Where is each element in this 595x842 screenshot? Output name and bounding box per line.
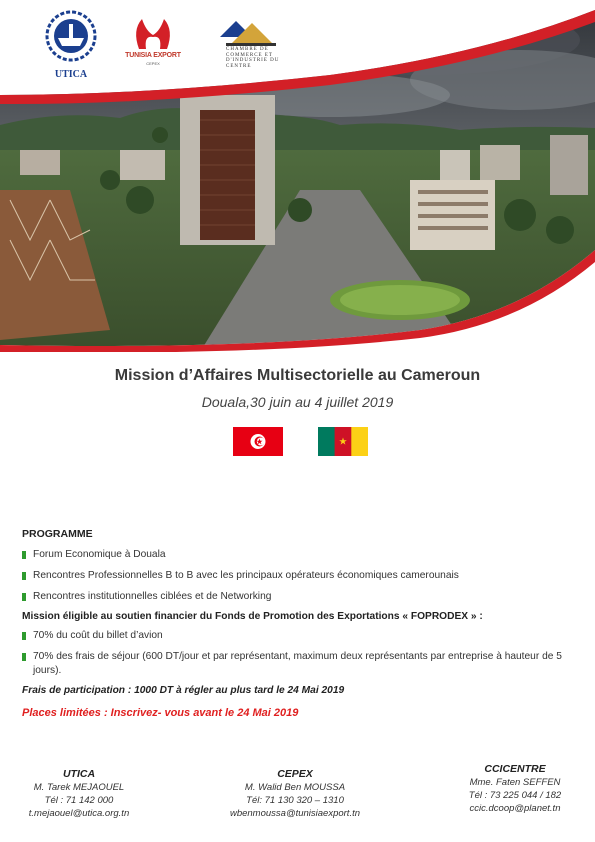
eligibility-item: 70% du coût du billet d’avion xyxy=(22,629,577,643)
programme-item: Rencontres Professionnelles B to B avec les principaux opérateurs économiques camerounais xyxy=(22,569,577,583)
programme-section xyxy=(22,528,577,719)
tunisia-flag-icon xyxy=(233,427,283,456)
utica-logo xyxy=(40,8,102,78)
page-title: Mission d’Affaires Multisectorielle au Cameroun xyxy=(114,367,481,384)
contact-email[interactable]: wbenmoussa@tunisiaexport.tn xyxy=(229,808,361,819)
contact-name: M. Walid Ben MOUSSA xyxy=(244,782,346,793)
contact-org: UTICA xyxy=(62,768,96,780)
eligibility-heading: Mission éligible au soutien financier du Fonds de Promotion des Exportations « FOPRODEX » : xyxy=(22,611,483,622)
eligibility-item: 70% des frais de séjour (600 DT/jour et par représentant, maximum deux représentants par entreprise à hauteur de 5 jours). xyxy=(22,650,577,678)
tunisia-export-logo-sub: CEPEX xyxy=(146,61,160,66)
ccic-emblem-icon xyxy=(218,13,280,47)
contact-name: Mme. Faten SEFFEN xyxy=(469,777,561,788)
contact-email[interactable]: ccic.dcoop@planet.tn xyxy=(469,803,561,814)
contact-phone: Tél: 71 130 320 – 1310 xyxy=(246,795,344,806)
tunisia-export-logo-text: TUNISIA EXPORT xyxy=(125,52,181,59)
programme-item: Rencontres institutionnelles ciblées et de Networking xyxy=(22,590,577,604)
contact-org: CEPEX xyxy=(277,768,313,780)
contact-phone: Tél : 71 142 000 xyxy=(44,795,114,806)
contact-phone: Tél : 73 225 044 / 182 xyxy=(468,790,562,801)
bullet-icon xyxy=(22,593,26,601)
participation-fees: Frais de participation : 1000 DT à régler au plus tard le 24 Mai 2019 xyxy=(22,685,345,696)
page-subtitle: Douala,30 juin au 4 juillet 2019 xyxy=(201,394,394,410)
tunisia-export-emblem-icon xyxy=(124,15,182,51)
utica-emblem-icon xyxy=(40,8,102,66)
ccic-logo-text: CHAMBRE DE COMMERCE ET D'INDUSTRIE DU CENTRE xyxy=(226,47,280,69)
places-limited-notice: Places limitées : Inscrivez- vous avant le 24 Mai 2019 xyxy=(22,707,299,719)
hero-cityscape-image xyxy=(0,0,595,352)
bullet-icon xyxy=(22,632,26,640)
tunisia-export-logo xyxy=(124,15,182,70)
programme-heading: PROGRAMME xyxy=(22,528,93,540)
contact-email[interactable]: t.mejaouel@utica.org.tn xyxy=(28,808,130,819)
contact-name: M. Tarek MEJAOUEL xyxy=(33,782,125,793)
programme-item: Forum Economique à Douala xyxy=(22,548,577,562)
contact-ccicentre xyxy=(445,763,585,815)
cameroon-flag-icon xyxy=(318,427,368,456)
contact-cepex xyxy=(215,768,375,820)
bullet-icon xyxy=(22,572,26,580)
partner-logos xyxy=(0,0,595,100)
contact-org: CCICENTRE xyxy=(484,763,546,775)
bullet-icon xyxy=(22,551,26,559)
utica-logo-text: UTICA xyxy=(54,69,88,80)
contact-utica xyxy=(14,768,144,820)
bullet-icon xyxy=(22,653,26,661)
ccic-logo xyxy=(218,13,280,73)
